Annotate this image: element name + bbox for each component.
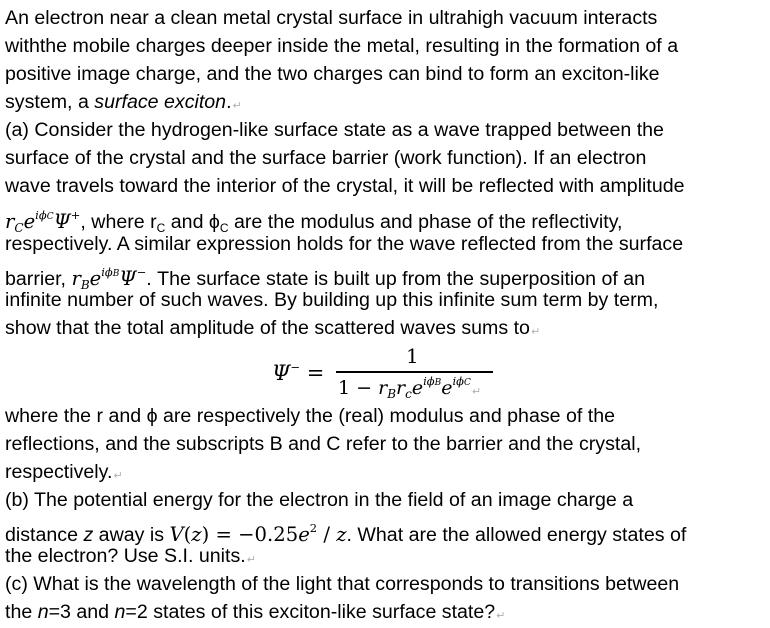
math-symbol: r [71, 267, 81, 290]
math-superscript [423, 374, 441, 388]
paragraph-mark: ↵ [246, 554, 256, 566]
text: barrier, [5, 268, 72, 290]
text: . [226, 91, 232, 113]
math-symbol: z [191, 523, 202, 546]
math-symbol: e [411, 377, 424, 399]
math-subscript: B [434, 378, 442, 388]
text-line: (c) What is the wavelength of the light that corresponds to transitions between [5, 573, 680, 595]
text: away is [93, 524, 170, 546]
math-symbol: ( [183, 523, 192, 546]
text-line: reflections, and the subscripts B and C refer to the barrier and the crystal, [5, 433, 642, 455]
subscript: C [156, 221, 166, 235]
text: the [5, 601, 38, 623]
math-superscript: + [70, 208, 81, 222]
amplitude-formula [272, 340, 532, 400]
paragraph-mark: ↵ [496, 610, 506, 622]
math-subscript: C [14, 221, 24, 235]
math-superscript [101, 265, 119, 279]
math-symbol: 1 − [338, 377, 379, 399]
text: and ϕ [165, 211, 220, 233]
math-symbol: Ψ [272, 361, 291, 385]
text: are the modulus and phase of the reflectivity, [228, 211, 623, 233]
text-line: infinite number of such waves. By building up this infinite sum term by term, [5, 289, 659, 311]
text-line: An electron near a clean metal crystal surface in ultrahigh vacuum interacts [5, 7, 658, 29]
math-superscript: − [290, 360, 301, 374]
text-line: (a) Consider the hydrogen-like surface state as a wave trapped between the [5, 119, 664, 141]
math-symbol: iϕ [101, 265, 113, 279]
math-symbol: Ψ [119, 267, 137, 290]
text-line [5, 90, 242, 116]
text-line: positive image charge, and the two charges can bind to form an exciton-like [5, 63, 660, 85]
math-variable: z [83, 524, 94, 546]
math-symbol: V [169, 523, 184, 546]
math-subscript: C [46, 212, 54, 222]
text-line: respectively. A similar expression holds for the wave reflected from the surface [5, 233, 684, 255]
text-line: wave travels toward the interior of the crystal, it will be reflected with amplitude [5, 175, 685, 197]
math-variable: n [114, 601, 126, 623]
math-subscript: B [112, 269, 120, 279]
text-line [5, 460, 123, 486]
text: respectively. [5, 461, 113, 483]
paragraph-mark: ↵ [530, 326, 541, 338]
text: distance [5, 524, 84, 546]
text: the electron? Use S.I. units. [5, 545, 246, 567]
text: . What are the allowed energy states of [346, 524, 687, 546]
formula-numerator: 1 [406, 344, 419, 368]
text: system, a [5, 91, 95, 113]
math-symbol: ) [201, 523, 210, 546]
math-symbol: e [441, 377, 453, 399]
math-symbol: z [336, 523, 347, 546]
math-subscript: C [464, 378, 471, 388]
text: , where r [80, 211, 157, 233]
text-line [5, 316, 540, 342]
math-symbol: Ψ [53, 210, 71, 233]
paragraph-mark: ↵ [113, 470, 123, 482]
math-symbol: iϕ [423, 374, 435, 388]
math-superscript [35, 208, 53, 222]
text: =3 and [48, 601, 115, 623]
math-symbol: iϕ [452, 374, 465, 388]
fraction-bar [336, 371, 493, 373]
text-line [5, 544, 256, 570]
formula-lhs [272, 360, 324, 385]
paragraph-mark: ↵ [232, 100, 242, 112]
text: show that the total amplitude of the scattered waves sums to [5, 317, 530, 339]
text-line: withthe mobile charges deeper inside the metal, resulting in the formation of a [5, 35, 679, 57]
paragraph-mark: ↵ [471, 386, 482, 398]
math-symbol: iϕ [35, 208, 47, 222]
math-symbol: r [396, 377, 406, 399]
text-line: surface of the crystal and the surface barrier (work function). If an electron [5, 147, 647, 169]
math-symbol: e [298, 523, 310, 546]
math-superscript: 2 [309, 521, 318, 535]
math-subscript: c [405, 387, 412, 401]
math-superscript: − [136, 265, 147, 279]
equals-sign: = [300, 361, 325, 385]
math-symbol: = −0.25 [209, 523, 299, 546]
text-line: (b) The potential energy for the electron in the field of an image charge a [5, 489, 634, 511]
text: =2 states of this exciton-like surface state? [125, 601, 496, 623]
math-symbol: e [89, 267, 102, 290]
emphasis: surface exciton [94, 91, 227, 113]
text: . The surface state is built up from the superposition of an [146, 268, 646, 290]
subscript: C [219, 221, 229, 235]
math-symbol: e [23, 210, 36, 233]
math-subscript: B [80, 278, 90, 292]
math-symbol: / [317, 523, 337, 546]
text-line [5, 516, 687, 546]
math-symbol: r [5, 210, 15, 233]
text-line [5, 203, 623, 235]
math-subscript: B [387, 387, 397, 401]
math-variable: n [37, 601, 49, 623]
math-symbol: r [378, 377, 388, 399]
math-superscript [453, 374, 471, 388]
formula-denominator [338, 374, 481, 401]
text-line [5, 260, 646, 292]
text-line [5, 600, 505, 626]
text-line: where the r and ϕ are respectively the (real) modulus and phase of the [5, 405, 616, 427]
